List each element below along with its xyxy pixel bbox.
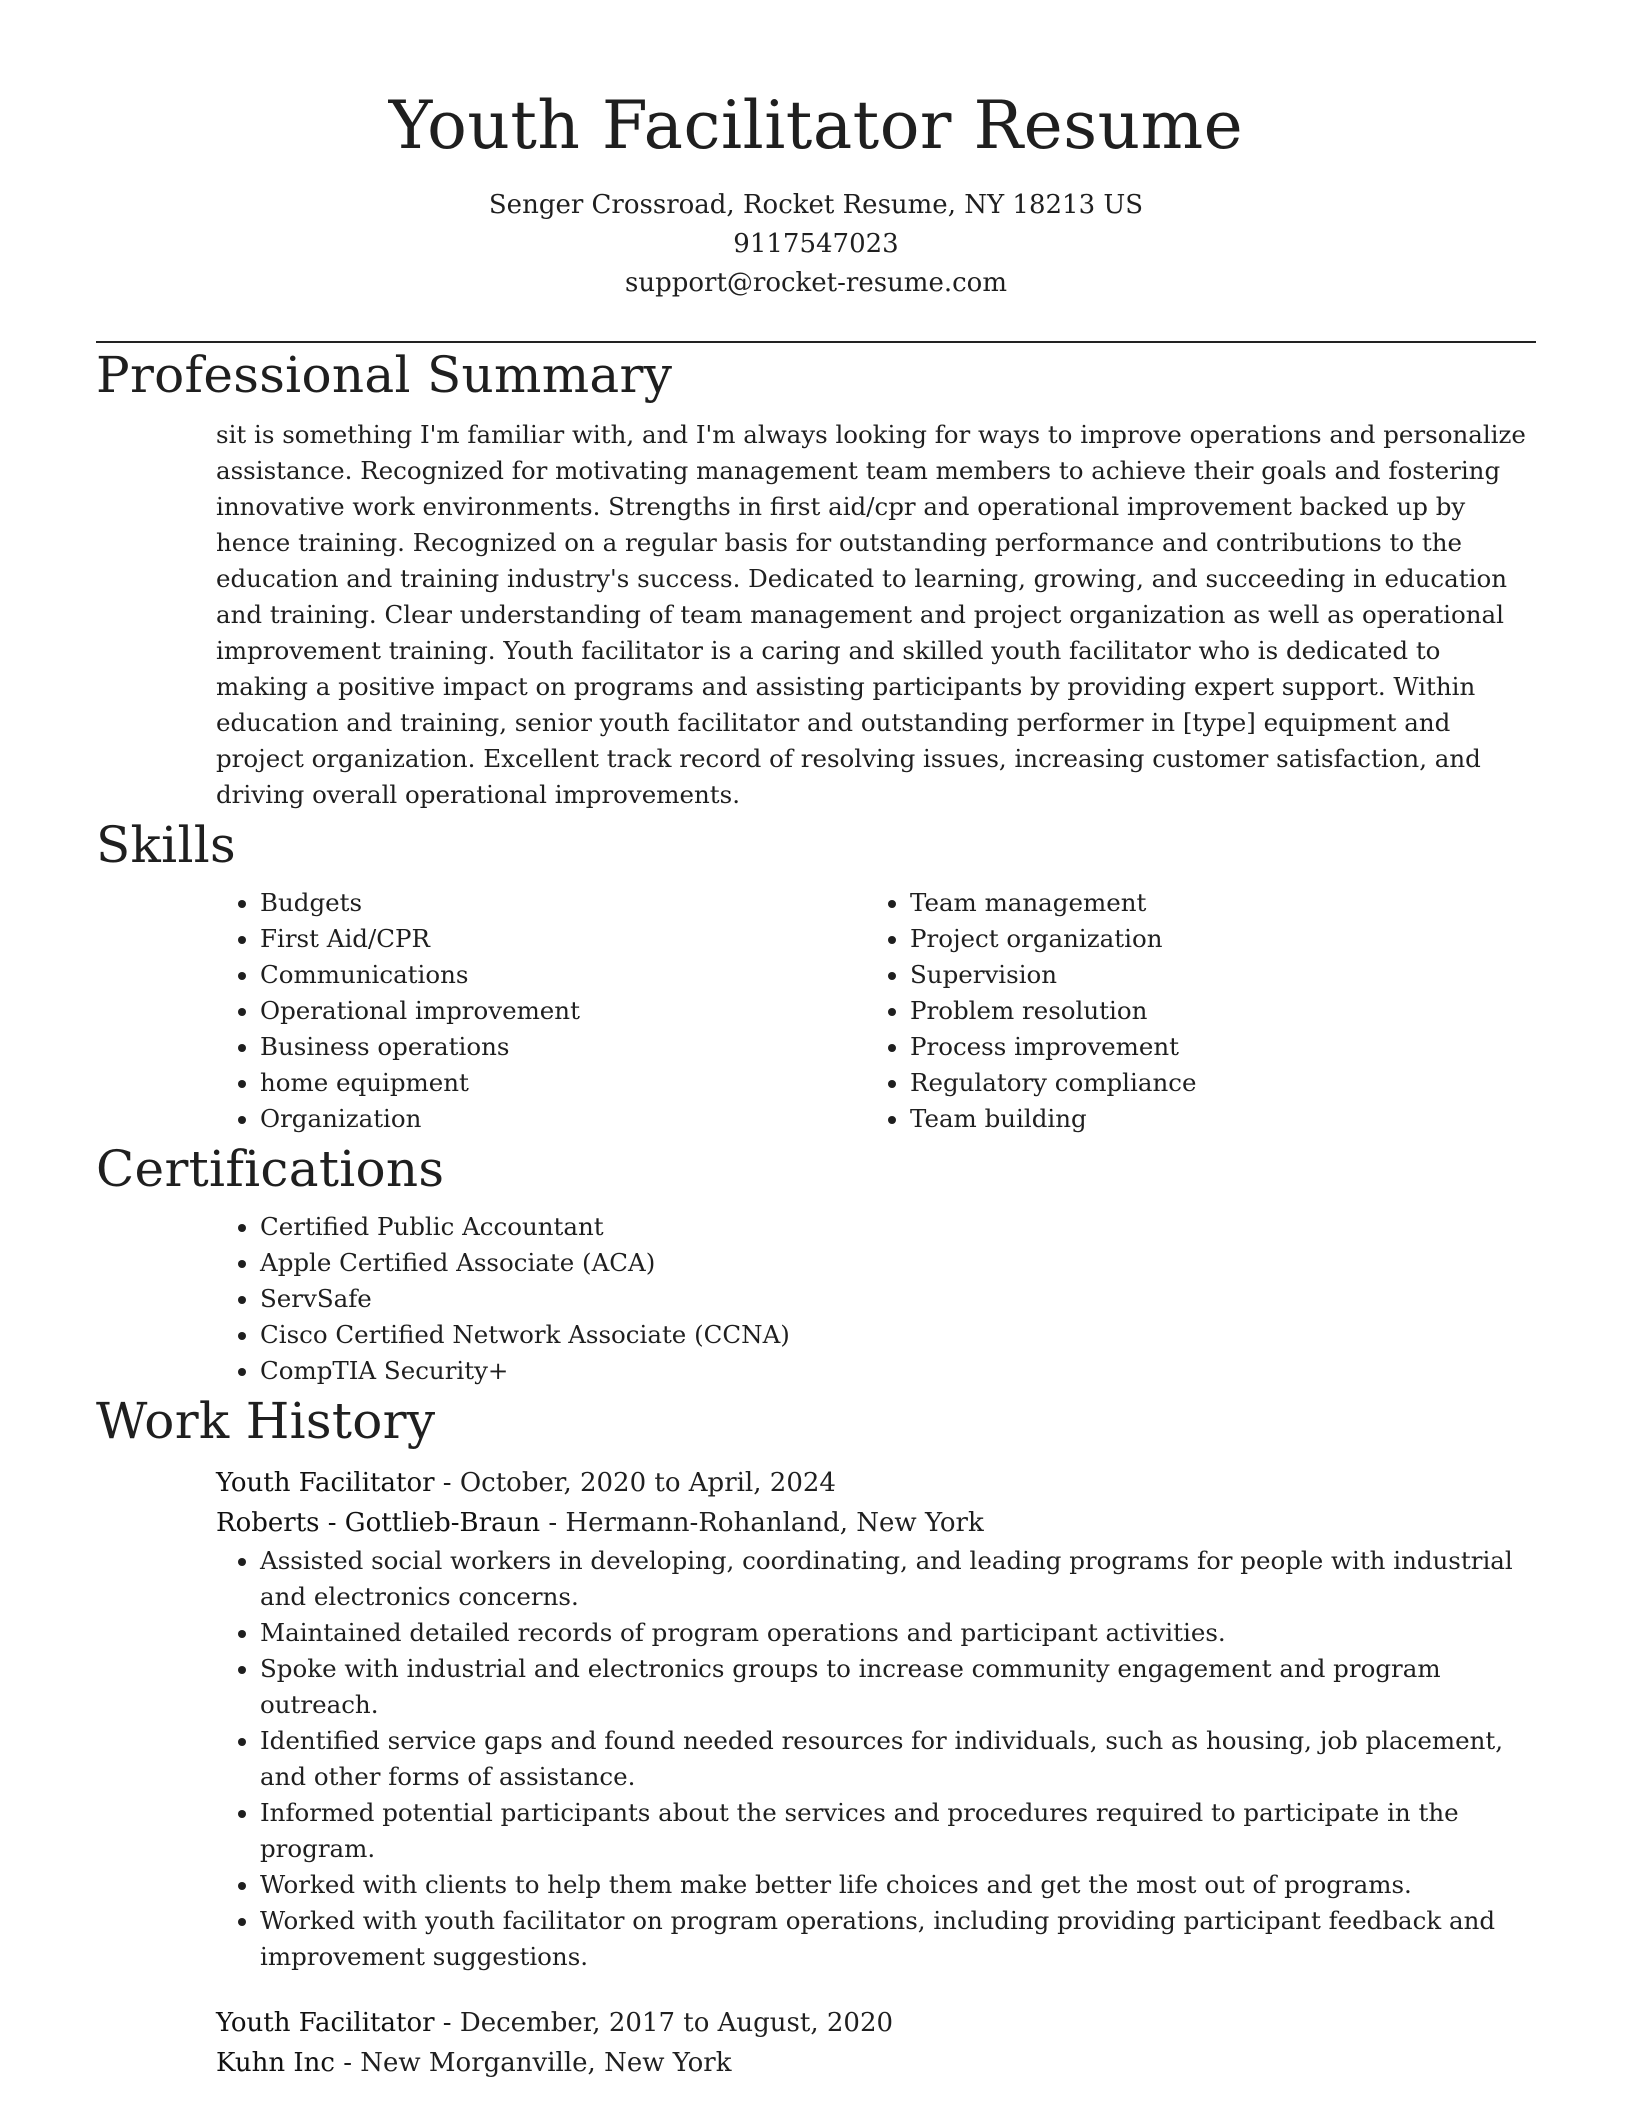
skills-right-list: [866, 885, 1516, 1137]
job-duties-list: [216, 1543, 1536, 1975]
job-duty-item: • Spoke with industrial and electronics groups to increase community engagement and program outreach.: [260, 1651, 1536, 1723]
job-duty-item: • Informed potential participants about the services and procedures required to participate in the program.: [260, 1795, 1536, 1867]
skills-left-column: [216, 885, 866, 1137]
skill-item: • Problem resolution: [910, 993, 1516, 1029]
skill-item: • Team building: [910, 1101, 1516, 1137]
skills-right-column: [866, 885, 1516, 1137]
skill-item: • Process improvement: [910, 1029, 1516, 1065]
job-employer-line: [216, 1503, 1536, 1543]
summary-paragraph: sit is something I'm familiar with, and I'm always looking for ways to improve operations and personalize assistance. Recognized for motivating management team members to achieve their goals and fostering innovative work environments. Strengths in first aid/cpr and operational improvement backed up by hence training. Recognized on a regular basis for outstanding performance and contributions to the education and training industry's success. Dedicated to learning, growing, and succeeding in education and training. Clear understanding of team management and project organization as well as operational improvement training. Youth facilitator is a caring and skilled youth facilitator who is dedicated to making a positive impact on programs and assisting participants by providing expert support. Within education and training, senior youth facilitator and outstanding performer in [type] equipment and project organization. Excellent track record of resolving issues, increasing customer satisfaction, and driving overall operational improvements.: [216, 420, 1526, 809]
address-text: Senger Crossroad, Rocket Resume, NY 18213 US: [488, 190, 1144, 220]
skill-item: • Communications: [260, 957, 866, 993]
job-entry: [216, 2003, 1536, 2083]
job-employer: Kuhn Inc: [216, 2048, 335, 2078]
certifications-heading: Certifications: [96, 1140, 445, 1198]
job-title: Youth Facilitator: [216, 2008, 435, 2038]
job-duty-item: • Assisted social workers in developing, coordinating, and leading programs for people with industrial and electronics concerns.: [260, 1543, 1536, 1615]
job-location-separator: -: [548, 1508, 566, 1538]
job-duty-item: • Worked with clients to help them make better life choices and get the most out of programs.: [260, 1867, 1536, 1903]
summary-heading: Professional Summary: [96, 346, 673, 404]
skill-item: • Regulatory compliance: [910, 1065, 1516, 1101]
job-duty-item: • Worked with youth facilitator on program operations, including providing participant feedback and improvement suggestions.: [260, 1903, 1536, 1975]
skill-item: • Organization: [260, 1101, 866, 1137]
job-entry: [216, 1463, 1536, 1975]
skills-left-list: [216, 885, 866, 1137]
skill-item: • Team management: [910, 885, 1516, 921]
job-title-line: [216, 2003, 1536, 2043]
job-duty-item: • Maintained detailed records of program operations and participant activities.: [260, 1615, 1536, 1651]
skill-item: • Supervision: [910, 957, 1516, 993]
job-location: New Morganville, New York: [360, 2048, 732, 2078]
contact-info: [96, 186, 1536, 303]
skill-item: • Project organization: [910, 921, 1516, 957]
certification-item: • Certified Public Accountant: [260, 1209, 1536, 1245]
skill-item: • Business operations: [260, 1029, 866, 1065]
certification-item: • Cisco Certified Network Associate (CCNA): [260, 1317, 1536, 1353]
job-location: Hermann-Rohanland, New York: [565, 1508, 984, 1538]
certification-item: • Apple Certified Associate (ACA): [260, 1245, 1536, 1281]
job-title: Youth Facilitator: [216, 1468, 435, 1498]
skill-item: • Operational improvement: [260, 993, 866, 1029]
job-duty-item: • Identified service gaps and found needed resources for individuals, such as housing, job placement, and other forms of assistance.: [260, 1723, 1536, 1795]
skill-item: • First Aid/CPR: [260, 921, 866, 957]
job-dates-separator: -: [442, 1468, 460, 1498]
job-location-separator: -: [343, 2048, 361, 2078]
job-employer: Roberts - Gottlieb-Braun: [216, 1508, 541, 1538]
phone-text: 9117547023: [733, 229, 899, 259]
page-title: Youth Facilitator Resume: [388, 87, 1244, 164]
work-history-heading: Work History: [96, 1392, 436, 1450]
resume-page: [96, 0, 1536, 2083]
certifications-block: [216, 1209, 1536, 1389]
skills-columns: [216, 885, 1536, 1137]
certification-item: • ServSafe: [260, 1281, 1536, 1317]
job-employer-line: [216, 2043, 1536, 2083]
skill-item: • Budgets: [260, 885, 866, 921]
job-title-line: [216, 1463, 1536, 1503]
certification-item: • CompTIA Security+: [260, 1353, 1536, 1389]
skill-item: • home equipment: [260, 1065, 866, 1101]
email-text: support@rocket-resume.com: [624, 268, 1007, 298]
job-dates: October, 2020 to April, 2024: [459, 1468, 836, 1498]
skills-heading: Skills: [96, 816, 236, 874]
job-dates: December, 2017 to August, 2020: [459, 2008, 894, 2038]
job-dates-separator: -: [442, 2008, 460, 2038]
certifications-list: [216, 1209, 1536, 1389]
